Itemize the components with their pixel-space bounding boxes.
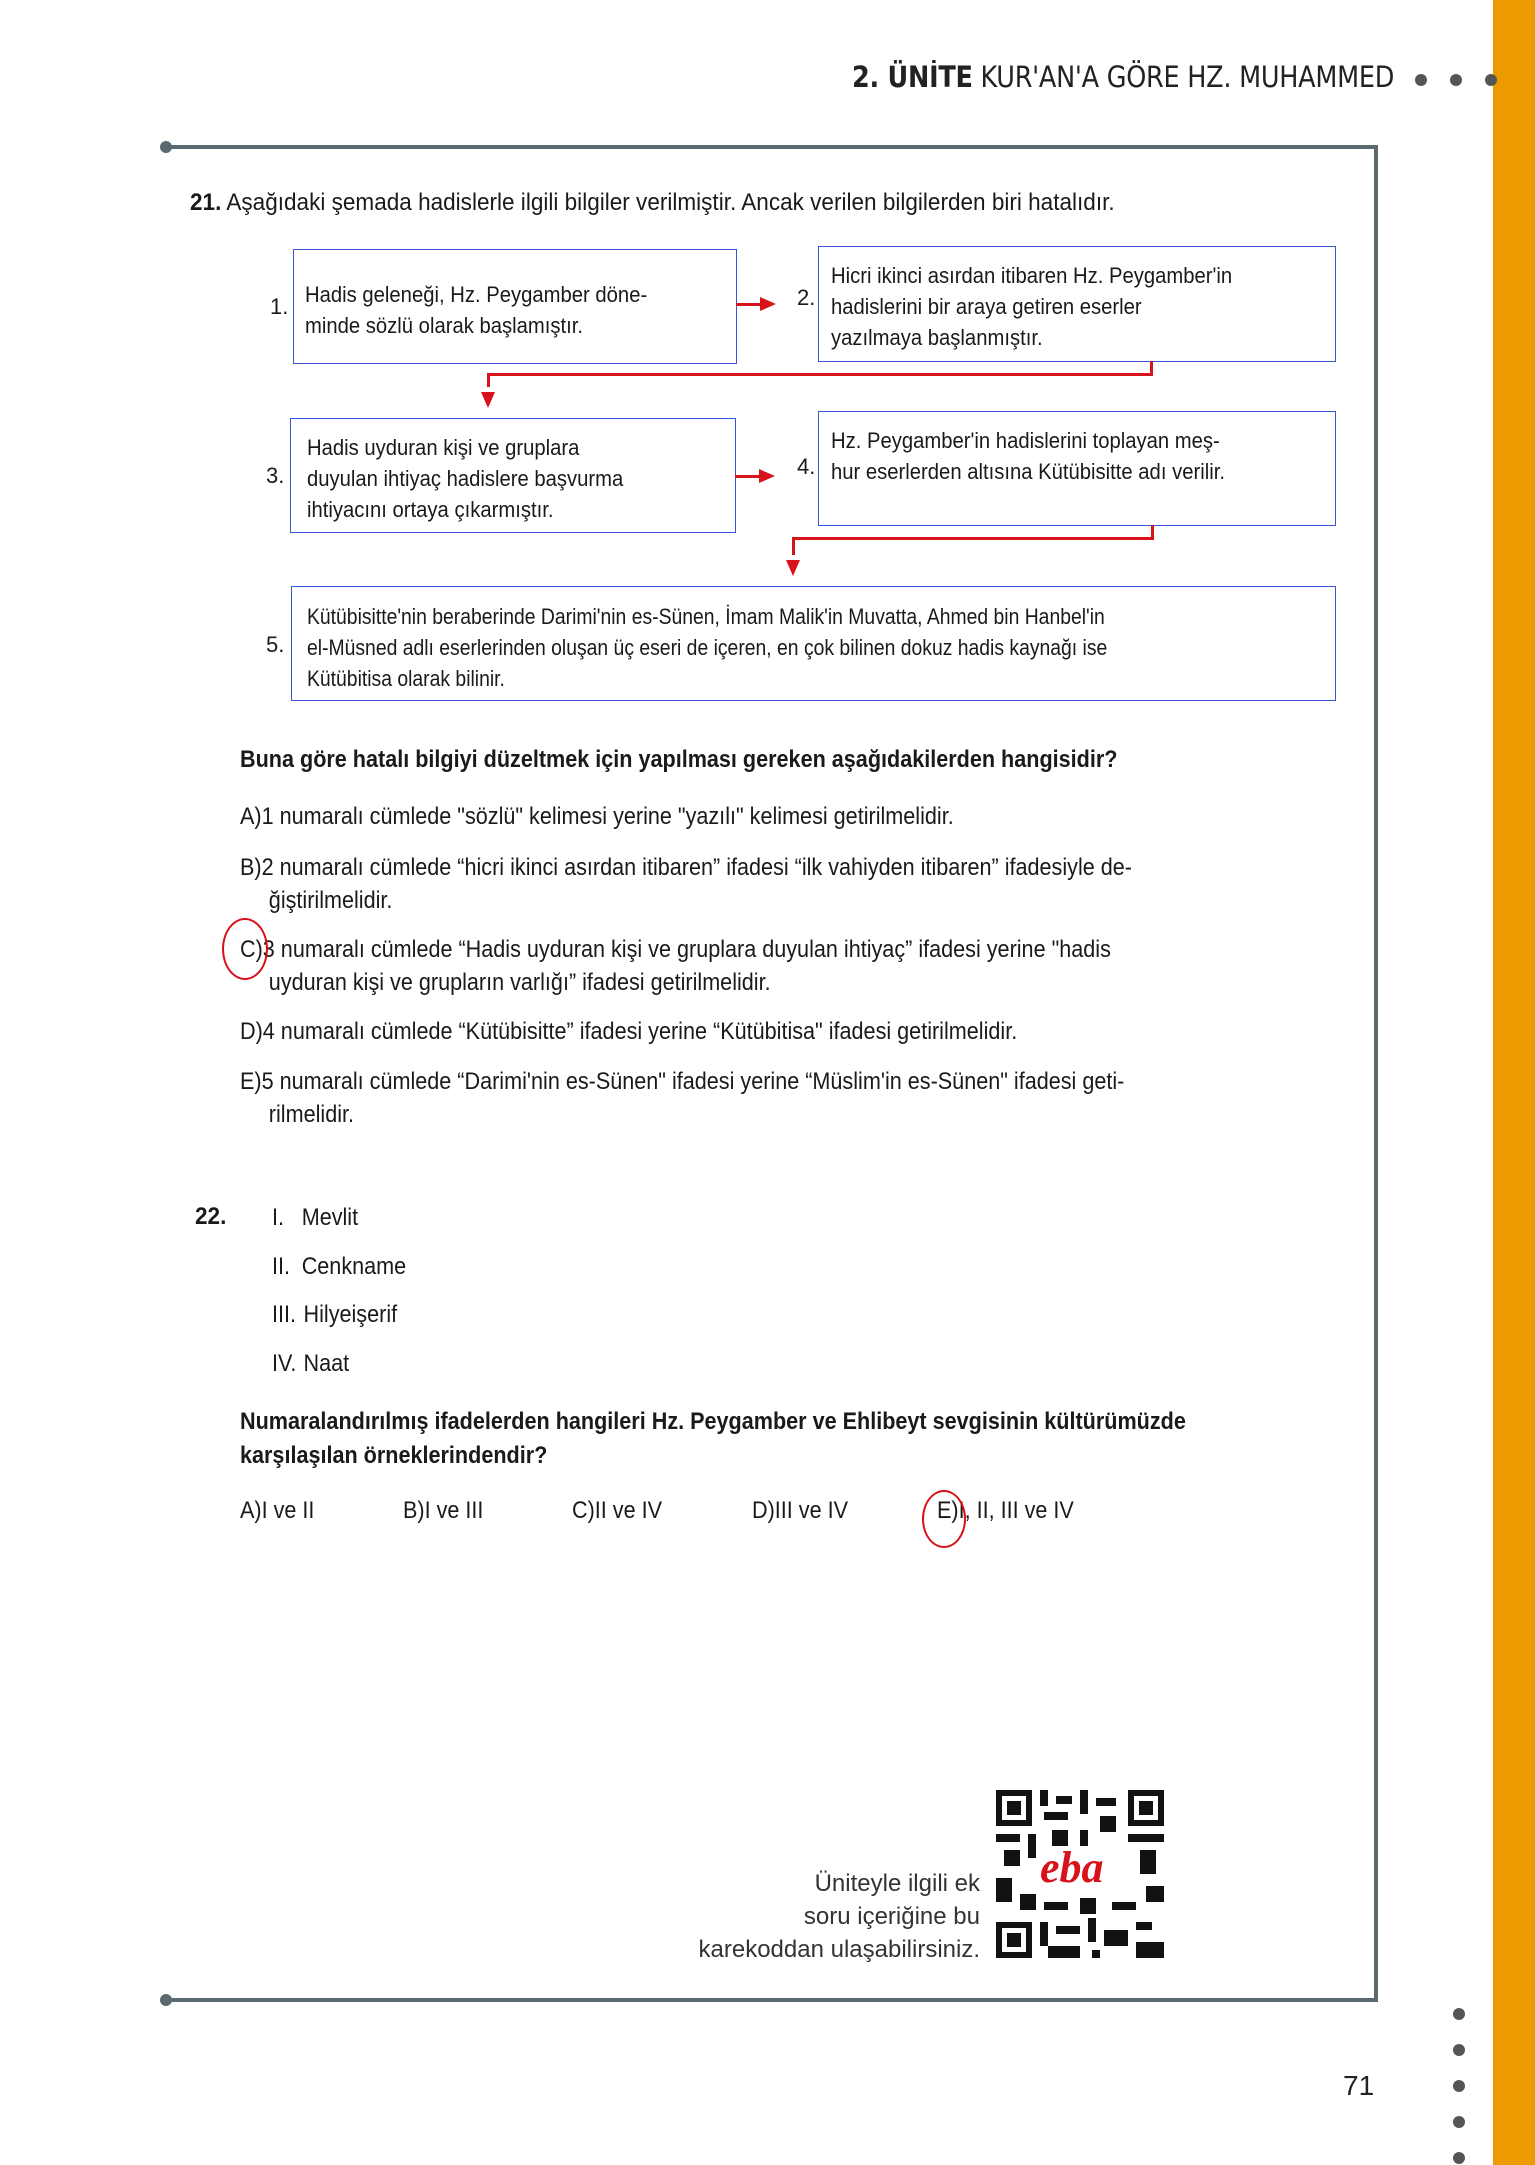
connector-2-to-3-horizontal — [487, 373, 1153, 376]
q22-option-c[interactable]: C)II ve IV — [572, 1497, 663, 1524]
q22-number: 22. — [195, 1203, 227, 1230]
frame-right-line — [1374, 145, 1378, 2002]
header-dot-icon — [1450, 74, 1462, 86]
side-dot-icon — [1453, 2080, 1465, 2092]
qr-code-icon[interactable] — [996, 1790, 1164, 1958]
side-dot-icon — [1453, 2116, 1465, 2128]
arrow-down-icon — [481, 392, 495, 408]
q21-number: 21. — [190, 189, 222, 216]
connector-4-to-5-down — [792, 537, 795, 555]
unit-title: KUR'AN'A GÖRE HZ. MUHAMMED — [980, 60, 1395, 94]
box-5-number: 5. — [266, 632, 285, 657]
q21-option-e[interactable]: E)5 numaralı cümlede “Darimi'nin es-Sünen" ifadesi yerine “Müslim'in es-Sünen" ifadesi geti- rilmelidir. — [240, 1068, 1125, 1128]
answer-circle-mark — [222, 918, 268, 980]
q21-question: Buna göre hatalı bilgiyi düzeltmek için yapılması gereken aşağıdakilerden hangisidir? — [240, 746, 1118, 773]
box-3-number: 3. — [266, 463, 285, 488]
q21-option-b[interactable]: B)2 numaralı cümlede “hicri ikinci asırdan itibaren” ifadesi “ilk vahiyden itibaren” ifadesiyle de- ğiştirilmelidir. — [240, 854, 1132, 914]
arrow-right-icon — [759, 469, 775, 483]
qr-caption: Üniteyle ilgili ek soru içeriğine bu karekoddan ulaşabilirsiniz. — [698, 1870, 980, 1963]
frame-bottom-line — [165, 1998, 1378, 2002]
eba-logo: eba — [1040, 1843, 1104, 1892]
arrow-down-icon — [786, 560, 800, 576]
q22-option-a[interactable]: A)I ve II — [240, 1497, 315, 1524]
frame-top-line — [165, 145, 1378, 149]
q21-stem — [190, 187, 1115, 219]
box-3-text: Hadis uyduran kişi ve gruplara duyulan ihtiyaç hadislere başvurma ihtiyacını ortaya çıkarmıştır. — [307, 435, 624, 522]
q22-item-2: II. Cenkname — [272, 1253, 407, 1280]
q21-option-d[interactable]: D)4 numaralı cümlede “Kütübisitte” ifadesi yerine “Kütübitisa" ifadesi getirilmelidir. — [240, 1018, 1018, 1045]
unit-label: 2. ÜNİTE — [852, 60, 973, 94]
box-2-number: 2. — [797, 285, 816, 310]
connector-2-to-3-down — [487, 373, 490, 387]
header-dot-icon — [1415, 74, 1427, 86]
q22-option-e[interactable]: E)I, II, III ve IV — [937, 1497, 1074, 1524]
box-4-number: 4. — [797, 454, 816, 479]
arrow-right-icon — [760, 297, 776, 311]
side-dot-icon — [1453, 2008, 1465, 2020]
box-1-text: Hadis geleneği, Hz. Peygamber döne- minde sözlü olarak başlamıştır. — [305, 282, 648, 338]
q22-item-3: III. Hilyeişerif — [272, 1301, 398, 1328]
unit-header — [852, 60, 1395, 94]
box-2-text: Hicri ikinci asırdan itibaren Hz. Peygamber'in hadislerini bir araya getiren eserler yazılmaya başlanmıştır. — [831, 263, 1233, 350]
q22-item-1: I. Mevlit — [272, 1204, 359, 1231]
side-dot-icon — [1453, 2152, 1465, 2164]
box-5-text: Kütübisitte'nin beraberinde Darimi'nin es-Sünen, İmam Malik'in Muvatta, Ahmed bin Hanbel'in el-Müsned adlı eserlerinden oluşan üç eseri de içeren, en çok bilinen dokuz hadis kaynağı ise Kütübitisa olarak bilinir. — [307, 604, 1108, 691]
box-4-text: Hz. Peygamber'in hadislerini toplayan meş- hur eserlerden altısına Kütübisitte adı verilir. — [831, 428, 1225, 484]
answer-circle-mark — [922, 1490, 966, 1548]
q22-option-b[interactable]: B)I ve III — [403, 1497, 484, 1524]
connector-4-to-5-horizontal — [792, 537, 1154, 540]
side-dot-icon — [1453, 2044, 1465, 2056]
q21-option-a[interactable]: A)1 numaralı cümlede "sözlü" kelimesi yerine "yazılı" kelimesi getirilmelidir. — [240, 803, 954, 830]
orange-side-bar — [1493, 0, 1535, 2165]
q21-stem-text: Aşağıdaki şemada hadislerle ilgili bilgiler verilmiştir. Ancak verilen bilgilerden biri hatalıdır. — [226, 189, 1115, 216]
q22-question: Numaralandırılmış ifadelerden hangileri Hz. Peygamber ve Ehlibeyt sevgisinin kültürümüzde karşılaşılan örneklerindendir? — [240, 1408, 1186, 1469]
q21-option-c[interactable]: C)3 numaralı cümlede “Hadis uyduran kişi ve gruplara duyulan ihtiyaç” ifadesi yerine "hadis uyduran kişi ve grupların varlığı” ifadesi getirilmelidir. — [240, 936, 1111, 996]
box-1-number: 1. — [270, 294, 289, 319]
q22-option-d[interactable]: D)III ve IV — [752, 1497, 849, 1524]
arrow-3-to-4 — [735, 475, 761, 478]
header-dot-icon — [1485, 74, 1497, 86]
q22-item-4: IV. Naat — [272, 1350, 350, 1377]
page-number: 71 — [1343, 2070, 1375, 2101]
arrow-1-to-2 — [736, 303, 762, 306]
